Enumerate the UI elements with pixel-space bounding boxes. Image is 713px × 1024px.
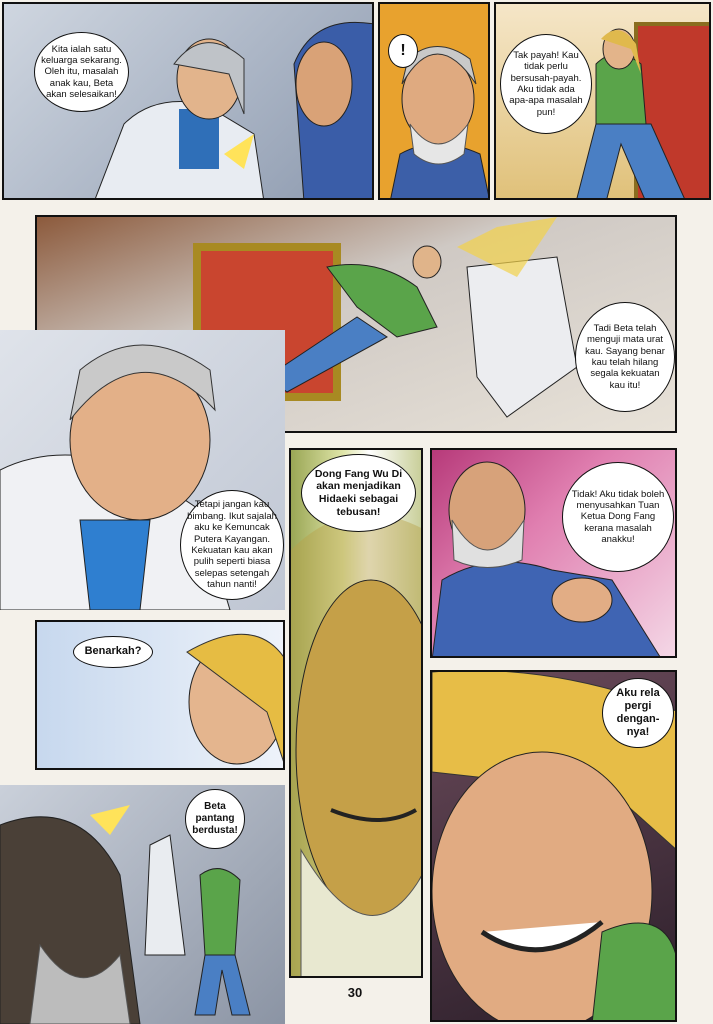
speech-bubble	[602, 678, 674, 748]
exclaim-text: !	[400, 42, 406, 60]
speech-bubble	[562, 462, 674, 572]
bubble-text: Kita ialah satu keluarga sekarang. Oleh itu, masalah anak kau, Beta akan selesaikan!	[41, 43, 122, 101]
panel-1	[2, 2, 374, 200]
exclaim-bubble	[388, 34, 418, 68]
panel-3	[494, 2, 711, 200]
panel-2	[378, 2, 490, 200]
panel-9	[430, 670, 677, 1022]
panel-5	[0, 330, 285, 610]
bubble-text: Beta pantang berdusta!	[192, 801, 238, 836]
speech-bubble	[34, 32, 129, 112]
bubble-text: Aku rela pergi dengan-nya!	[616, 686, 660, 739]
speech-bubble	[180, 490, 284, 600]
bubble-text: Benarkah?	[84, 645, 142, 658]
grey-haired-elder	[380, 4, 490, 200]
page-number: 30	[347, 985, 363, 1000]
panel-7	[430, 448, 677, 658]
bubble-text: Tidak! Aku tidak boleh menyusahkan Tuan Ketua Dong Fang kerana masalah anakku!	[571, 488, 665, 546]
panel-6	[289, 448, 423, 978]
panel-10	[0, 785, 285, 1024]
speech-bubble	[500, 34, 592, 134]
bubble-text: Tadi Beta telah menguji mata urat kau. Sayang benar kau telah hilang segala kekuatan kau itu!	[585, 322, 665, 391]
speech-bubble	[73, 636, 153, 668]
speech-bubble	[185, 789, 245, 849]
thought-bubble	[301, 454, 416, 532]
bubble-text: Dong Fang Wu Di akan menjadikan Hidaeki sebagai tebusan!	[314, 467, 403, 518]
panel-8	[35, 620, 285, 770]
speech-bubble	[575, 302, 675, 412]
bubble-text: Tak payah! Kau tidak perlu bersusah-payah. Aku tidak ada apa-apa masalah pun!	[509, 49, 583, 118]
blond-man-smiling	[37, 622, 285, 770]
bubble-text: Tetapi jangan kau bimbang. Ikut sajalah aku ke Kemuncak Putera Kayangan. Kekuatan kau akan pulih seperti biasa selepas setengah tahun nanti!	[187, 499, 277, 591]
